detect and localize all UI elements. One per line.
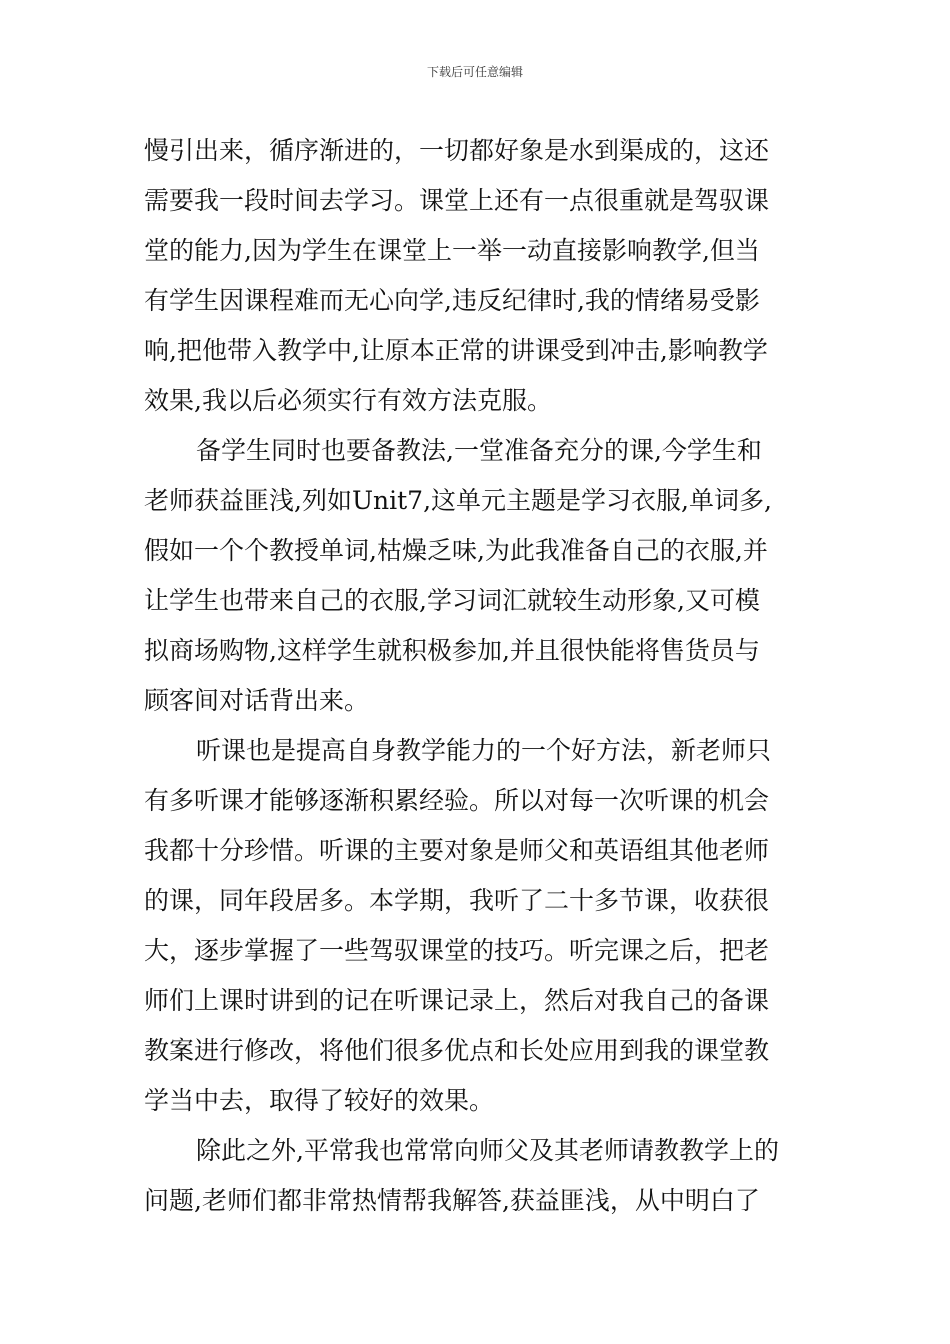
text-line: 问题,老师们都非常热情帮我解答,获益匪浅，从中明白了 — [144, 1186, 760, 1215]
text-line: 学当中去，取得了较好的效果。 — [144, 1086, 495, 1115]
text-line: 的课，同年段居多。本学期，我听了二十多节课，收获很 — [144, 886, 770, 915]
text-line: 师们上课时讲到的记在听课记录上，然后对我自己的备课 — [144, 986, 770, 1015]
document-body — [144, 126, 810, 1226]
text-line: 有学生因课程难而无心向学,违反纪律时,我的情绪易受影 — [144, 286, 760, 315]
text-line: 教案进行修改，将他们很多优点和长处应用到我的课堂教 — [144, 1036, 770, 1065]
text-line: 有多听课才能够逐渐积累经验。所以对每一次听课的机会 — [144, 786, 770, 815]
text-line: 老师获益匪浅,列如Unit7,这单元主题是学习衣服,单词多, — [144, 486, 772, 515]
text-line: 我都十分珍惜。听课的主要对象是师父和英语组其他老师 — [144, 836, 770, 865]
text-line: 拟商场购物,这样学生就积极参加,并且很快能将售货员与 — [144, 636, 760, 665]
text-line: 顾客间对话背出来。 — [144, 686, 370, 715]
text-line: 大，逐步掌握了一些驾驭课堂的技巧。听完课之后，把老 — [144, 936, 770, 965]
paragraph-first-line: 听课也是提高自身教学能力的一个好方法，新老师只 — [196, 736, 772, 765]
text-line: 效果,我以后必须实行有效方法克服。 — [144, 386, 552, 415]
page-header: 下载后可任意编辑 — [426, 65, 523, 79]
text-line: 堂的能力,因为学生在课堂上一举一动直接影响教学,但当 — [144, 236, 760, 265]
text-line: 假如一个个教授单词,枯燥乏味,为此我准备自己的衣服,并 — [144, 536, 768, 565]
text-line: 让学生也带来自己的衣服,学习词汇就较生动形象,又可模 — [144, 586, 760, 615]
text-line: 慢引出来，循序渐进的，一切都好象是水到渠成的，这还 — [144, 136, 770, 165]
paragraph-first-line: 除此之外,平常我也常常向师父及其老师请教教学上的 — [196, 1136, 779, 1165]
text-line: 响,把他带入教学中,让原本正常的讲课受到冲击,影响教学 — [144, 336, 768, 365]
paragraph-first-line: 备学生同时也要备教法,一堂准备充分的课,今学生和 — [196, 436, 762, 465]
text-line: 需要我一段时间去学习。课堂上还有一点很重就是驾驭课 — [144, 186, 770, 215]
